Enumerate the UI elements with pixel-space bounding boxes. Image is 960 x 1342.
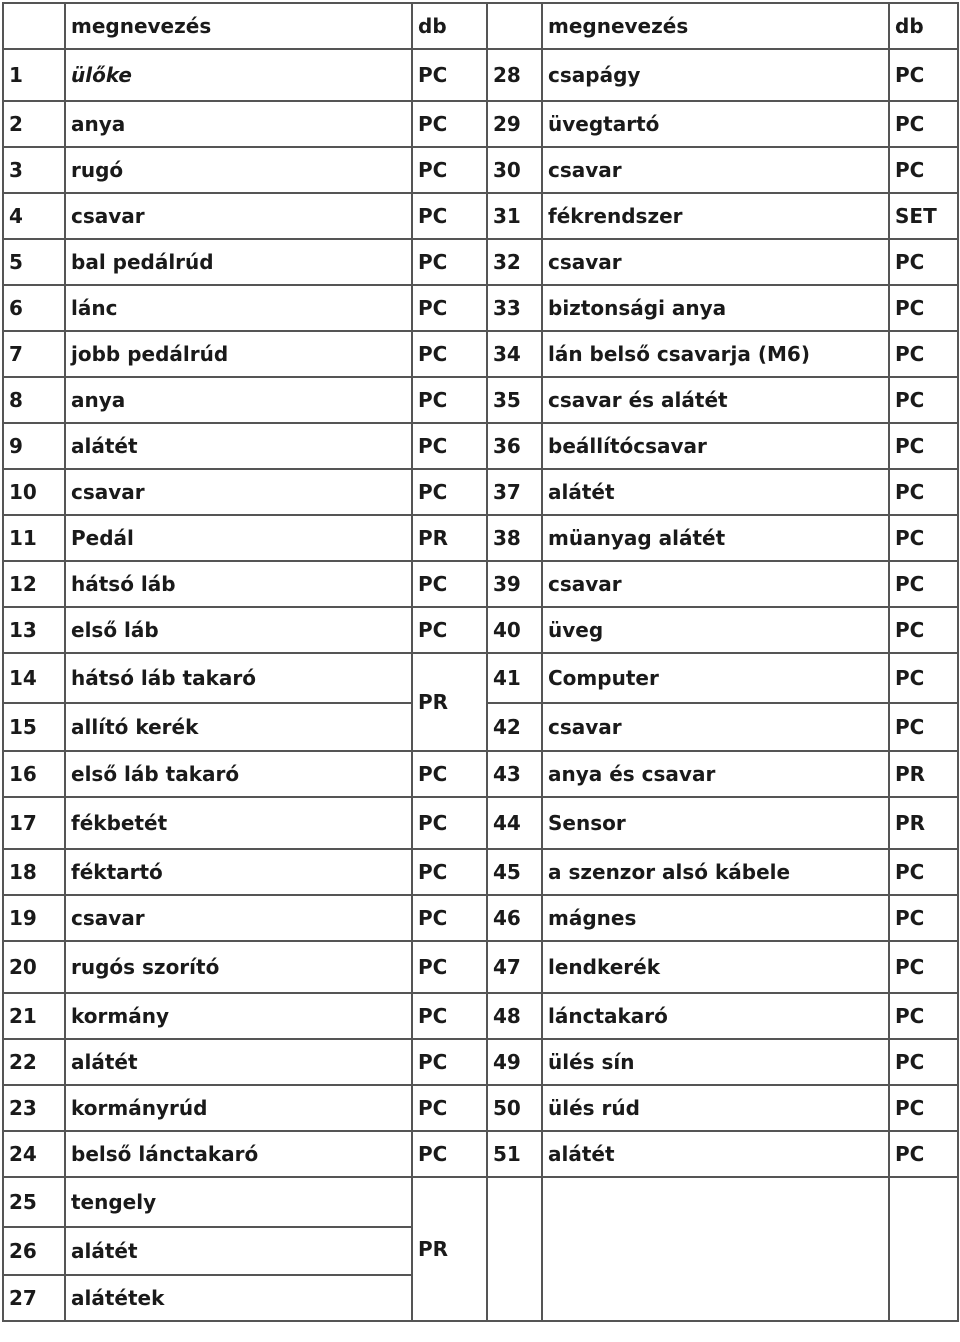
- empty-number-cell: [487, 1177, 542, 1321]
- item-number: 37: [487, 469, 542, 515]
- item-number: 33: [487, 285, 542, 331]
- table-row: [3, 653, 958, 703]
- item-qty: PC: [889, 1085, 958, 1131]
- table-row: [3, 331, 958, 377]
- item-number: 9: [3, 423, 65, 469]
- item-name: lánctakaró: [542, 993, 889, 1039]
- item-name: mágnes: [542, 895, 889, 941]
- item-number: 1: [3, 49, 65, 101]
- item-number: 25: [3, 1177, 65, 1227]
- item-qty: PC: [412, 849, 487, 895]
- item-name: csavar: [65, 193, 412, 239]
- item-name: anya és csavar: [542, 751, 889, 797]
- header-number-left: [3, 3, 65, 49]
- item-name: rugós szorító: [65, 941, 412, 993]
- item-qty: PC: [412, 469, 487, 515]
- item-name: kormány: [65, 993, 412, 1039]
- table-row: [3, 1085, 958, 1131]
- item-name: a szenzor alsó kábele: [542, 849, 889, 895]
- item-qty: PC: [412, 239, 487, 285]
- item-qty-merged: PR: [412, 1177, 487, 1321]
- item-name: csapágy: [542, 49, 889, 101]
- table-header-row: [3, 3, 958, 49]
- item-name: kormányrúd: [65, 1085, 412, 1131]
- table-row: [3, 239, 958, 285]
- item-number: 46: [487, 895, 542, 941]
- item-name: lánc: [65, 285, 412, 331]
- item-qty: PC: [889, 377, 958, 423]
- table-row: [3, 49, 958, 101]
- item-number: 30: [487, 147, 542, 193]
- table-row: [3, 1039, 958, 1085]
- item-number: 42: [487, 703, 542, 751]
- item-name: csavar: [65, 895, 412, 941]
- item-name: csavar: [542, 239, 889, 285]
- item-number: 11: [3, 515, 65, 561]
- item-number: 36: [487, 423, 542, 469]
- item-number: 28: [487, 49, 542, 101]
- item-number: 43: [487, 751, 542, 797]
- item-qty: PC: [412, 101, 487, 147]
- item-qty: PC: [889, 607, 958, 653]
- item-name: belső lánctakaró: [65, 1131, 412, 1177]
- item-name: alátétek: [65, 1275, 412, 1321]
- item-number: 8: [3, 377, 65, 423]
- item-qty: PC: [412, 49, 487, 101]
- item-number: 45: [487, 849, 542, 895]
- item-number: 48: [487, 993, 542, 1039]
- item-name: Computer: [542, 653, 889, 703]
- item-number: 31: [487, 193, 542, 239]
- item-qty: PC: [412, 993, 487, 1039]
- item-qty: PC: [889, 515, 958, 561]
- item-number: 32: [487, 239, 542, 285]
- table-row: [3, 515, 958, 561]
- item-qty: PC: [412, 331, 487, 377]
- item-name: ülés sín: [542, 1039, 889, 1085]
- item-qty: PR: [412, 515, 487, 561]
- item-qty: PC: [412, 1039, 487, 1085]
- table-row: [3, 1177, 958, 1227]
- item-name: alátét: [542, 469, 889, 515]
- item-name: hátsó láb: [65, 561, 412, 607]
- item-name: ülőke: [65, 49, 412, 101]
- table-row: [3, 147, 958, 193]
- item-qty: PC: [889, 1039, 958, 1085]
- item-number: 3: [3, 147, 65, 193]
- item-qty: PC: [412, 1085, 487, 1131]
- table-row: [3, 797, 958, 849]
- item-name: anya: [65, 101, 412, 147]
- item-name: fékbetét: [65, 797, 412, 849]
- item-qty-merged: PR: [412, 653, 487, 751]
- item-name: lendkerék: [542, 941, 889, 993]
- item-number: 21: [3, 993, 65, 1039]
- item-number: 7: [3, 331, 65, 377]
- item-number: 51: [487, 1131, 542, 1177]
- item-name: allító kerék: [65, 703, 412, 751]
- table-row: [3, 423, 958, 469]
- item-number: 40: [487, 607, 542, 653]
- item-qty: PC: [412, 285, 487, 331]
- item-qty: PC: [412, 193, 487, 239]
- item-number: 12: [3, 561, 65, 607]
- item-name: első láb: [65, 607, 412, 653]
- item-name: alátét: [65, 1039, 412, 1085]
- item-qty: PC: [412, 797, 487, 849]
- item-name: Sensor: [542, 797, 889, 849]
- table-row: [3, 993, 958, 1039]
- item-name: Pedál: [65, 515, 412, 561]
- item-number: 27: [3, 1275, 65, 1321]
- header-number-right: [487, 3, 542, 49]
- item-name: hátsó láb takaró: [65, 653, 412, 703]
- item-number: 20: [3, 941, 65, 993]
- item-name: csavar: [542, 561, 889, 607]
- item-number: 6: [3, 285, 65, 331]
- item-number: 17: [3, 797, 65, 849]
- table-row: [3, 1131, 958, 1177]
- item-number: 22: [3, 1039, 65, 1085]
- item-name: fékrendszer: [542, 193, 889, 239]
- table-row: [3, 101, 958, 147]
- item-number: 15: [3, 703, 65, 751]
- item-number: 23: [3, 1085, 65, 1131]
- empty-name-cell: [542, 1177, 889, 1321]
- table-row: [3, 607, 958, 653]
- item-name: csavar: [542, 703, 889, 751]
- item-qty: PC: [412, 423, 487, 469]
- table-row: [3, 751, 958, 797]
- item-name: rugó: [65, 147, 412, 193]
- item-number: 4: [3, 193, 65, 239]
- table-row: [3, 285, 958, 331]
- item-qty: PC: [412, 751, 487, 797]
- table-row: [3, 377, 958, 423]
- item-name: beállítócsavar: [542, 423, 889, 469]
- item-qty: SET: [889, 193, 958, 239]
- item-qty: PC: [889, 239, 958, 285]
- item-number: 35: [487, 377, 542, 423]
- header-name-left: megnevezés: [65, 3, 412, 49]
- item-name: első láb takaró: [65, 751, 412, 797]
- item-number: 18: [3, 849, 65, 895]
- item-name: ülés rúd: [542, 1085, 889, 1131]
- item-name: anya: [65, 377, 412, 423]
- item-number: 44: [487, 797, 542, 849]
- item-name: csavar és alátét: [542, 377, 889, 423]
- item-qty: PC: [889, 49, 958, 101]
- item-number: 41: [487, 653, 542, 703]
- item-name: alátét: [65, 423, 412, 469]
- header-name-right: megnevezés: [542, 3, 889, 49]
- item-qty: PR: [889, 751, 958, 797]
- item-number: 34: [487, 331, 542, 377]
- item-number: 24: [3, 1131, 65, 1177]
- empty-qty-cell: [889, 1177, 958, 1321]
- item-number: 2: [3, 101, 65, 147]
- item-number: 50: [487, 1085, 542, 1131]
- item-qty: PC: [412, 1131, 487, 1177]
- parts-list-table: [2, 2, 959, 1322]
- item-qty: PC: [889, 653, 958, 703]
- table-row: [3, 895, 958, 941]
- item-qty: PC: [412, 147, 487, 193]
- item-name: biztonsági anya: [542, 285, 889, 331]
- item-qty: PC: [889, 101, 958, 147]
- item-name: üvegtartó: [542, 101, 889, 147]
- table-row: [3, 849, 958, 895]
- item-qty: PC: [889, 895, 958, 941]
- item-name: üveg: [542, 607, 889, 653]
- item-name: alátét: [65, 1227, 412, 1275]
- item-name: csavar: [542, 147, 889, 193]
- item-number: 16: [3, 751, 65, 797]
- item-qty: PC: [412, 377, 487, 423]
- item-number: 13: [3, 607, 65, 653]
- item-number: 47: [487, 941, 542, 993]
- item-name: müanyag alátét: [542, 515, 889, 561]
- item-number: 14: [3, 653, 65, 703]
- item-name: alátét: [542, 1131, 889, 1177]
- item-qty: PC: [412, 607, 487, 653]
- item-qty: PC: [889, 1131, 958, 1177]
- item-number: 38: [487, 515, 542, 561]
- item-qty: PR: [889, 797, 958, 849]
- item-qty: PC: [412, 895, 487, 941]
- item-qty: PC: [412, 941, 487, 993]
- item-qty: PC: [889, 285, 958, 331]
- item-qty: PC: [889, 849, 958, 895]
- item-qty: PC: [889, 147, 958, 193]
- item-number: 19: [3, 895, 65, 941]
- item-number: 10: [3, 469, 65, 515]
- item-name: csavar: [65, 469, 412, 515]
- item-name: tengely: [65, 1177, 412, 1227]
- item-number: 5: [3, 239, 65, 285]
- item-name: jobb pedálrúd: [65, 331, 412, 377]
- item-qty: PC: [412, 561, 487, 607]
- item-qty: PC: [889, 941, 958, 993]
- item-name: lán belső csavarja (M6): [542, 331, 889, 377]
- item-qty: PC: [889, 423, 958, 469]
- item-number: 26: [3, 1227, 65, 1275]
- table-row: [3, 561, 958, 607]
- item-number: 29: [487, 101, 542, 147]
- item-name: féktartó: [65, 849, 412, 895]
- table-row: [3, 941, 958, 993]
- item-name: bal pedálrúd: [65, 239, 412, 285]
- item-qty: PC: [889, 469, 958, 515]
- item-number: 49: [487, 1039, 542, 1085]
- table-row: [3, 193, 958, 239]
- item-qty: PC: [889, 561, 958, 607]
- item-number: 39: [487, 561, 542, 607]
- table-row: [3, 469, 958, 515]
- item-qty: PC: [889, 993, 958, 1039]
- item-qty: PC: [889, 703, 958, 751]
- header-qty-right: db: [889, 3, 958, 49]
- header-qty-left: db: [412, 3, 487, 49]
- item-qty: PC: [889, 331, 958, 377]
